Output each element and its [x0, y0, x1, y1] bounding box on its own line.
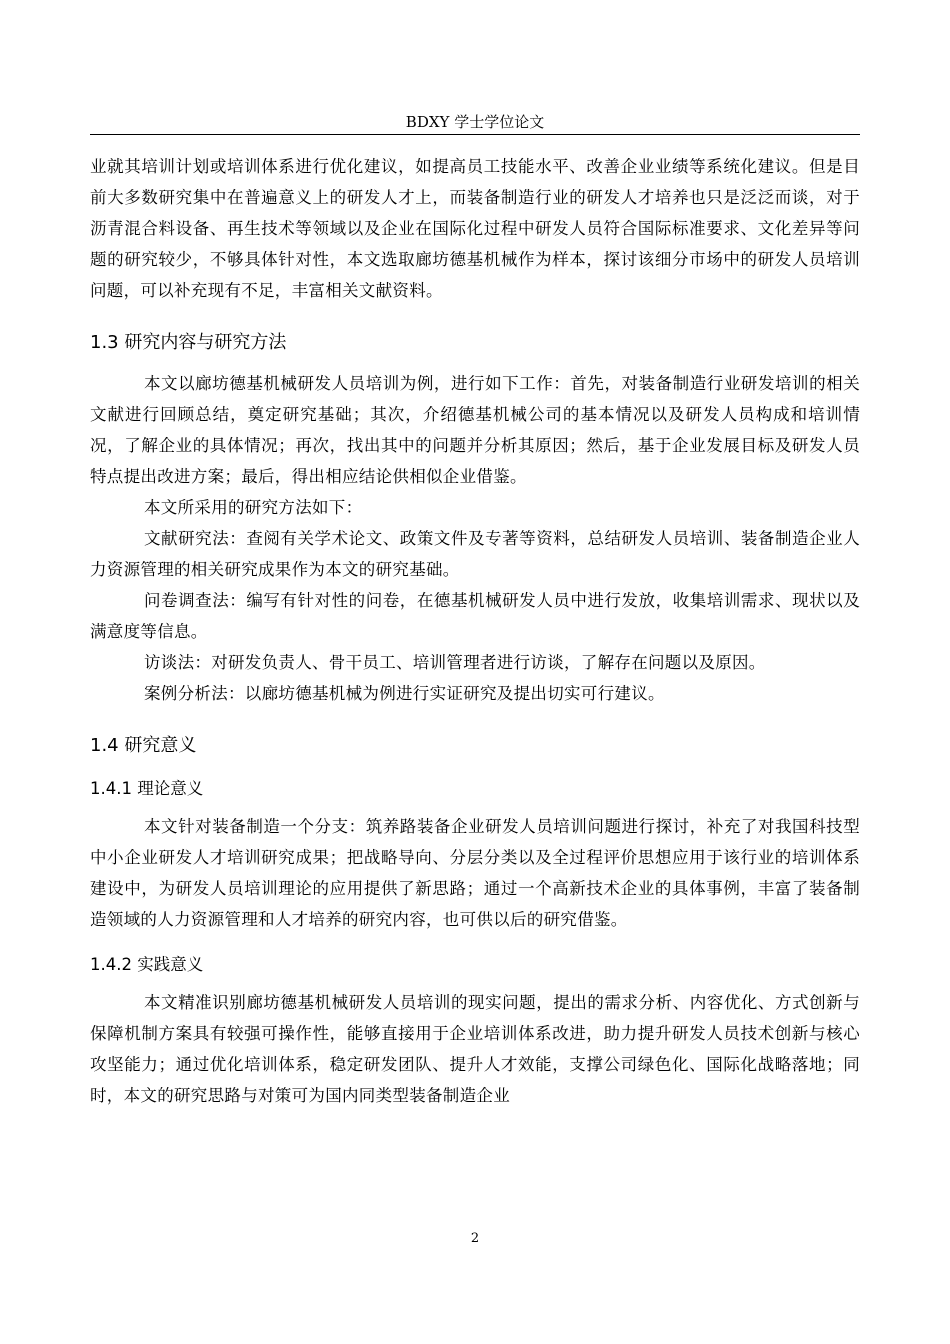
- page-header: BDXY 学士学位论文: [405, 113, 545, 131]
- subsection-heading-1-4-1: 1.4.1 理论意义: [90, 779, 204, 798]
- header-rule: [90, 134, 860, 135]
- methods-intro-paragraph: 本文所采用的研究方法如下：: [144, 498, 363, 517]
- research-content-paragraph: 本文以廊坊德基机械研发人员培训为例，进行如下工作：首先，对装备制造行业研发培训的相关文献进行回顾总结，奠定研究基础；其次，介绍德基机械公司的基本情况以及研发人员构成和培训情况，了解企业的具体情况；再次，找出其中的问题并分析其原因；然后，基于企业发展目标及研发人员特点提出改进方案；最后，得出相应结论供相似企业借鉴。: [90, 374, 860, 486]
- literature-method-paragraph: 文献研究法：查阅有关学术论文、政策文件及专著等资料，总结研发人员培训、装备制造企业人力资源管理的相关研究成果作为本文的研究基础。: [90, 529, 860, 579]
- page-number: 2: [470, 1231, 480, 1246]
- section-heading-1-4: 1.4 研究意义: [90, 735, 197, 756]
- survey-method-paragraph: 问卷调查法：编写有针对性的问卷，在德基机械研发人员中进行发放，收集培训需求、现状以及满意度等信息。: [90, 591, 860, 641]
- section-heading-1-3: 1.3 研究内容与研究方法: [90, 332, 287, 353]
- subsection-heading-1-4-2: 1.4.2 实践意义: [90, 955, 204, 974]
- case-method-paragraph: 案例分析法：以廊坊德基机械为例进行实证研究及提出切实可行建议。: [144, 684, 665, 703]
- interview-method-paragraph: 访谈法：对研发负责人、骨干员工、培训管理者进行访谈，了解存在问题以及原因。: [144, 653, 766, 672]
- practical-significance-paragraph: 本文精准识别廊坊德基机械研发人员培训的现实问题，提出的需求分析、内容优化、方式创新与保障机制方案具有较强可操作性，能够直接用于企业培训体系改进，助力提升研发人员技术创新与核心攻坚能力；通过优化培训体系，稳定研发团队、提升人才效能，支撑公司绿色化、国际化战略落地；同时，本文的研究思路与对策可为国内同类型装备制造企业: [90, 993, 860, 1105]
- continuation-paragraph: 业就其培训计划或培训体系进行优化建议，如提高员工技能水平、改善企业业绩等系统化建议。但是目前大多数研究集中在普遍意义上的研发人才上，而装备制造行业的研发人才培养也只是泛泛而谈，对于沥青混合料设备、再生技术等领域以及企业在国际化过程中研发人员符合国际标准要求、文化差异等问题的研究较少，不够具体针对性，本文选取廊坊德基机械作为样本，探讨该细分市场中的研发人员培训问题，可以补充现有不足，丰富相关文献资料。: [90, 157, 860, 300]
- theoretical-significance-paragraph: 本文针对装备制造一个分支：筑养路装备企业研发人员培训问题进行探讨，补充了对我国科技型中小企业研发人才培训研究成果；把战略导向、分层分类以及全过程评价思想应用于该行业的培训体系建设中，为研发人员培训理论的应用提供了新思路；通过一个高新技术企业的具体事例，丰富了装备制造领域的人力资源管理和人才培养的研究内容，也可供以后的研究借鉴。: [90, 817, 860, 929]
- page-body: [90, 151, 860, 1111]
